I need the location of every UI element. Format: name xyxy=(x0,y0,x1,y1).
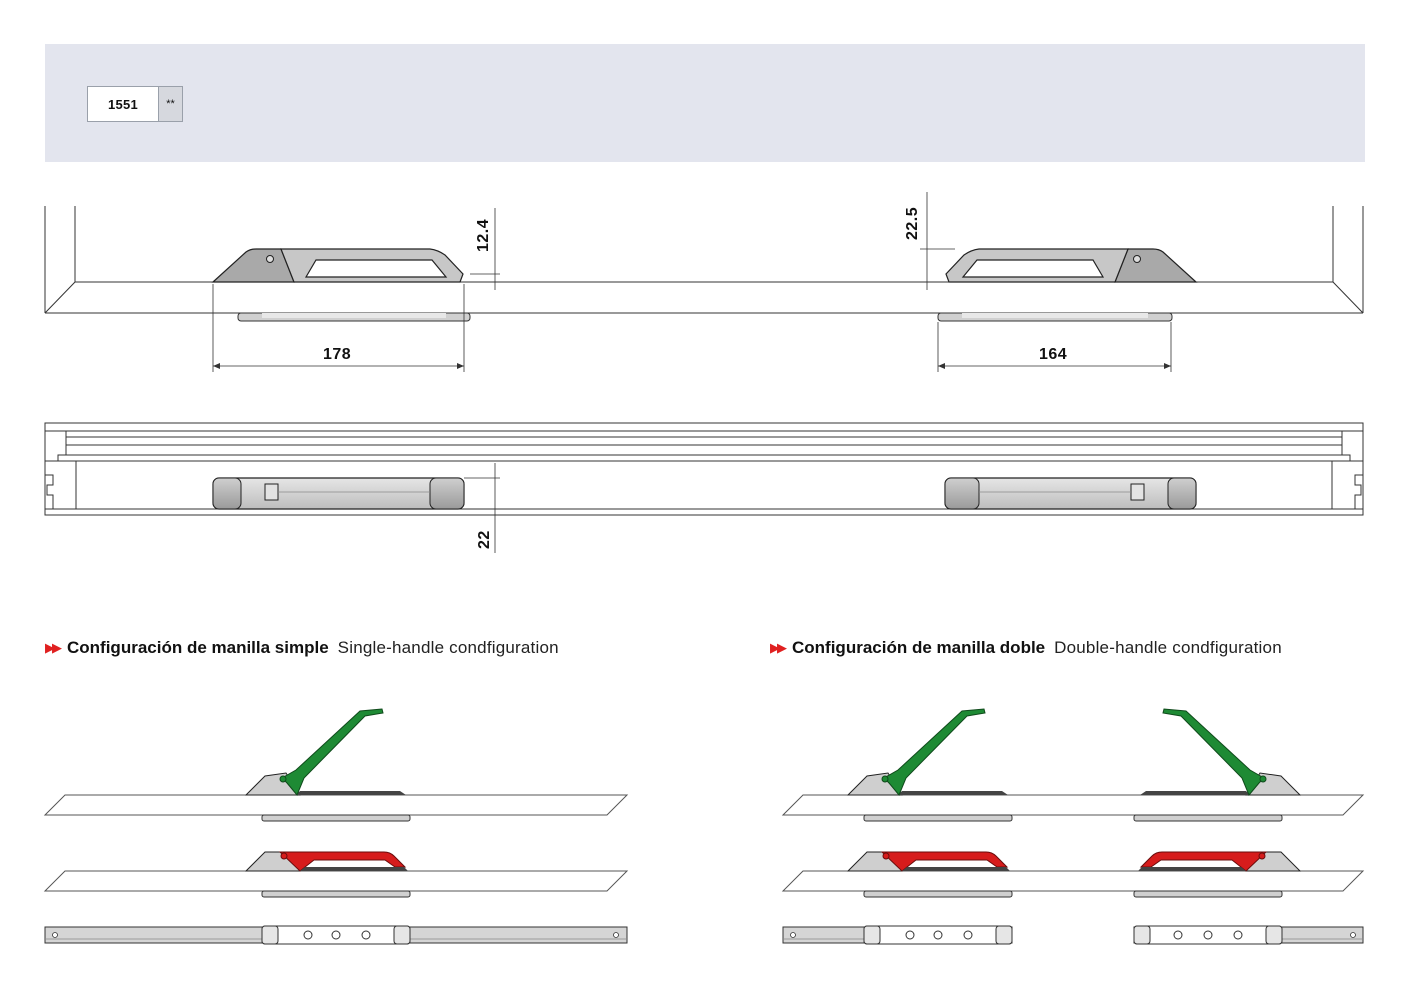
left-handle-plan xyxy=(213,478,464,509)
section-title-single-en: Single-handle condfiguration xyxy=(337,638,559,657)
right-handle-elevation xyxy=(938,249,1196,321)
double-closed-panel xyxy=(783,852,1363,897)
section-title-single-es: Configuración de manilla simple xyxy=(67,638,329,657)
dimension-right-height: 22.5 xyxy=(904,206,921,240)
section-title-double xyxy=(770,638,1282,658)
section-title-double-es: Configuración de manilla doble xyxy=(792,638,1046,657)
double-chevron-right-icon: ▶▶ xyxy=(45,640,59,655)
dimension-plan-offset: 22 xyxy=(476,530,493,549)
double-rail-right xyxy=(1134,926,1363,944)
double-open-panel xyxy=(783,709,1363,821)
double-chevron-right-icon: ▶▶ xyxy=(770,640,784,655)
single-rail xyxy=(45,926,627,944)
product-code-suffix: ** xyxy=(158,87,182,121)
double-rail-left xyxy=(783,926,1012,944)
right-handle-plan xyxy=(945,478,1196,509)
product-code: 1551 xyxy=(107,96,139,112)
dimension-left-height: 12.4 xyxy=(475,218,492,252)
dimension-left-width: 178 xyxy=(323,346,352,363)
left-handle-elevation xyxy=(213,249,470,321)
dimension-right-width: 164 xyxy=(1039,346,1068,363)
section-title-single xyxy=(45,638,559,658)
single-closed-panel xyxy=(45,852,627,897)
section-title-double-en: Double-handle condfiguration xyxy=(1054,638,1282,657)
single-open-panel xyxy=(45,709,627,821)
